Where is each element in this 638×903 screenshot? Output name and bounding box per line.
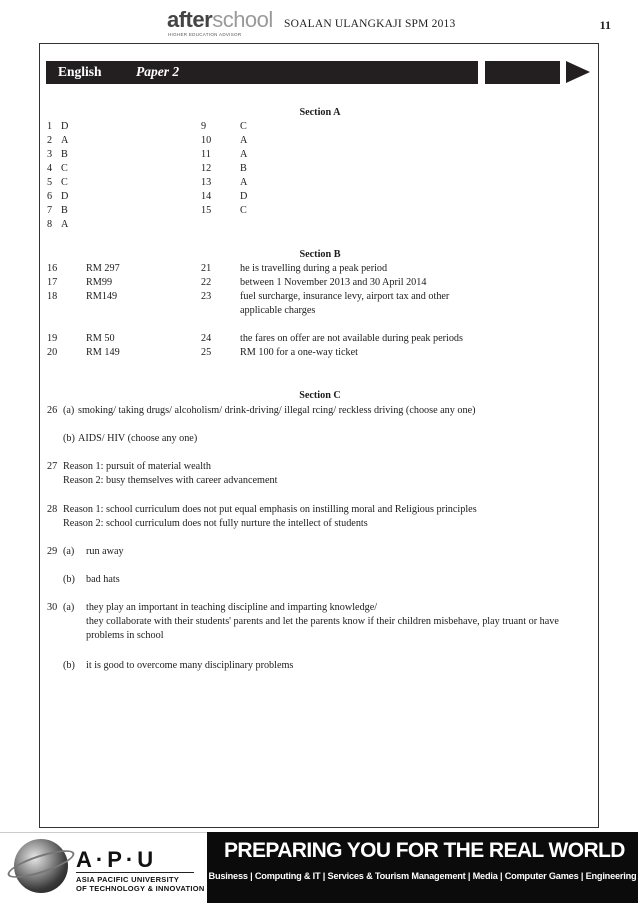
question-number: 6 [47,191,53,202]
apu-logo: A·P·U [76,847,158,872]
slogan-panel [207,832,638,903]
subject-bar [46,61,478,84]
answer: B [240,163,247,174]
question-number: 30 [47,602,58,613]
question-number: 26 [47,405,58,416]
answer: RM 297 [86,263,120,274]
answer: B [61,205,68,216]
part-label: (b) [63,433,75,444]
question-number: 19 [47,333,58,344]
answer: fuel surcharge, insurance levy, airport tax and other [240,291,450,302]
question-number: 14 [201,191,212,202]
answer: A [240,177,248,188]
reason-1: Reason 1: school curriculum does not put equal emphasis on instilling moral and Religious principles [63,504,477,515]
question-number: 23 [201,291,212,302]
answer: C [240,121,247,132]
university-name-line1: ASIA PACIFIC UNIVERSITY [76,875,180,884]
question-number: 3 [47,149,53,160]
programme-list: Business | Computing & IT | Services & Tourism Management | Media | Computer Games | Engineering [208,871,637,881]
answer: he is travelling during a peak period [240,263,388,274]
question-number: 28 [47,504,58,515]
answer: AIDS/ HIV (choose any one) [78,433,198,444]
section-b-title: Section B [299,249,341,260]
document-title: SOALAN ULANGKAJI SPM 2013 [284,18,456,30]
footer-advert [0,832,638,903]
question-number: 9 [201,121,207,132]
section-a-title: Section A [299,107,341,118]
answer: A [240,149,248,160]
question-number: 27 [47,461,58,472]
answer: RM 50 [86,333,115,344]
arrow-icon [566,61,590,83]
part-label: (a) [63,602,75,613]
question-number: 16 [47,263,58,274]
subject-label: English [58,64,102,79]
page-number: 11 [599,18,611,32]
answer: RM 149 [86,347,120,358]
answer: smoking/ taking drugs/ alcoholism/ drink-driving/ illegal rcing/ reckless driving (choose any one) [78,405,476,416]
question-number: 18 [47,291,58,302]
answer-line: problems in school [86,630,164,641]
logo-divider [76,872,194,873]
reason-2: Reason 2: busy themselves with career advancement [63,475,278,486]
reason-1: Reason 1: pursuit of material wealth [63,461,211,472]
answer: RM99 [86,277,113,288]
question-number: 17 [47,277,58,288]
answer: B [61,149,68,160]
logo-tagline: HIGHER EDUCATION ADVISOR [168,32,242,37]
part-label: (a) [63,546,75,557]
answer: C [240,205,247,216]
answer: run away [86,546,124,557]
page-header [0,0,638,42]
question-number: 2 [47,135,53,146]
slogan: PREPARING YOU FOR THE REAL WORLD [224,839,625,862]
answer: A [240,135,248,146]
answer-continuation: applicable charges [240,305,316,316]
answer-line: they play an important in teaching discipline and imparting knowledge/ [86,602,378,613]
bar-block [485,61,560,84]
question-number: 4 [47,163,53,174]
answer: between 1 November 2013 and 30 April 2014 [240,277,427,288]
question-number: 1 [47,121,53,132]
logo-wordmark: afterschool [167,7,273,32]
question-number: 11 [201,149,211,160]
answer: RM 100 for a one-way ticket [240,347,358,358]
question-number: 12 [201,163,212,174]
afterschool-logo [167,7,279,39]
question-number: 29 [47,546,58,557]
answer: C [61,177,68,188]
question-number: 5 [47,177,53,188]
answer: the fares on offer are not available during peak periods [240,333,463,344]
part-label: (b) [63,574,75,585]
paper-label: Paper 2 [136,64,180,79]
part-label: (b) [63,660,75,671]
apu-logo-panel [0,832,207,903]
answer: A [61,135,69,146]
answer-line: they collaborate with their students' parents and let the parents know if their children misbehave, play truant or have [86,616,559,627]
answer: it is good to overcome many disciplinary problems [86,660,294,671]
question-number: 7 [47,205,53,216]
answer: bad hats [86,574,120,585]
section-c-title: Section C [299,390,341,401]
question-number: 13 [201,177,212,188]
question-number: 8 [47,219,53,230]
answer: C [61,163,68,174]
question-number: 20 [47,347,58,358]
question-number: 15 [201,205,212,216]
question-number: 21 [201,263,212,274]
question-number: 10 [201,135,212,146]
answer: D [240,191,248,202]
reason-2: Reason 2: school curriculum does not fully nurture the intellect of students [63,518,368,529]
question-number: 22 [201,277,212,288]
question-number: 25 [201,347,212,358]
part-label: (a) [63,405,75,416]
university-name-line2: OF TECHNOLOGY & INNOVATION [76,884,205,893]
answer: D [61,191,69,202]
answer: D [61,121,69,132]
answer: A [61,219,69,230]
answer: RM149 [86,291,118,302]
question-number: 24 [201,333,212,344]
